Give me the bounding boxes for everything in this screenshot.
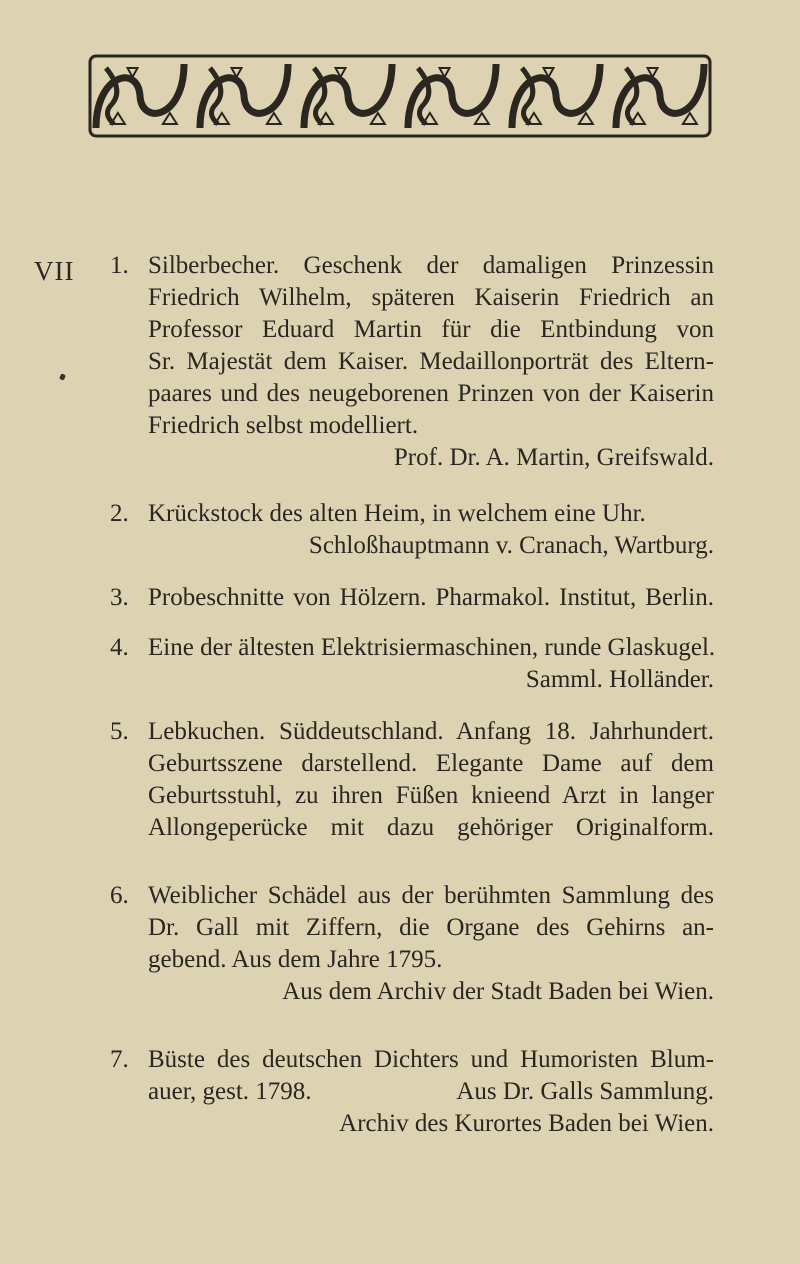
ornament-scroll [512, 64, 600, 128]
margin-dot [59, 373, 66, 381]
entry-text-line: Allongeperücke mit dazu gehöriger Originalform. [148, 814, 714, 841]
ornament-triangle [371, 113, 385, 124]
entry-text-line: Büste des deutschen Dichters und Humoristen Blum- [148, 1046, 714, 1073]
ornament-triangle [423, 113, 437, 124]
entry-source: Aus Dr. Galls Sammlung. [456, 1078, 714, 1105]
entry-text-line: Professor Eduard Martin für die Entbindung von [148, 316, 714, 343]
entry-text-line: gebend. Aus dem Jahre 1795. [148, 946, 443, 973]
entry-text-line: Geburtsszene darstellend. Elegante Dame auf dem [148, 750, 714, 777]
ornament-triangle [631, 113, 645, 124]
entry-text-line: paares und des neugeborenen Prinzen von der Kaiserin [148, 380, 714, 407]
entry-text-line: Eine der ältesten Elektrisiermaschinen, runde Glaskugel. [148, 634, 716, 661]
entry-number: 7. [110, 1046, 129, 1073]
entry-source: Samml. Holländer. [525, 666, 714, 693]
entry-number: 5. [110, 718, 129, 745]
ornament-scroll [616, 64, 704, 128]
ornament-scroll [304, 64, 392, 128]
entry-source: Archiv des Kurortes Baden bei Wien. [339, 1110, 714, 1137]
entry-text-line: Lebkuchen. Süddeutschland. Anfang 18. Jahrhundert. [148, 718, 714, 745]
entry-source: Prof. Dr. A. Martin, Greifswald. [393, 444, 714, 471]
entry-number: 2. [110, 500, 129, 527]
entry-text-line: Krückstock des alten Heim, in welchem eine Uhr. [148, 500, 646, 527]
ornament-scroll [96, 64, 184, 128]
entry-text-line: Probeschnitte von Hölzern. Pharmakol. Institut, Berlin. [148, 584, 714, 611]
entry-source: Aus dem Archiv der Stadt Baden bei Wien. [282, 978, 714, 1005]
ornament-triangle [111, 113, 125, 124]
entry-text-line: Sr. Majestät dem Kaiser. Medaillonporträt des Eltern- [148, 348, 714, 375]
entry-text-line: auer, gest. 1798. [148, 1078, 312, 1105]
ornament-triangle [579, 113, 593, 124]
entry-text-line: Silberbecher. Geschenk der damaligen Prinzessin [148, 252, 714, 279]
entry-text-line: Friedrich Wilhelm, späteren Kaiserin Friedrich an [148, 284, 714, 311]
decorative-border-ornament [88, 54, 712, 138]
entry-text-line: Geburtsstuhl, zu ihren Füßen knieend Arzt in langer [148, 782, 714, 809]
entry-number: 4. [110, 634, 129, 661]
ornament-triangle [319, 113, 333, 124]
entry-number: 3. [110, 584, 129, 611]
ornament-triangle [267, 113, 281, 124]
entry-text-line: Friedrich selbst modelliert. [148, 412, 419, 439]
entry-text-line: Dr. Gall mit Ziffern, die Organe des Gehirns an- [148, 914, 714, 941]
entry-number: 6. [110, 882, 129, 909]
ornament-triangle [163, 113, 177, 124]
ornament-triangle [475, 113, 489, 124]
ornament-triangle [215, 113, 229, 124]
ornament-triangle [527, 113, 541, 124]
entry-number: 1. [110, 252, 129, 279]
entry-text-line: Weiblicher Schädel aus der berühmten Sammlung des [148, 882, 714, 909]
section-marker: VII [34, 256, 75, 286]
ornament-triangle [683, 113, 697, 124]
ornament-scroll [200, 64, 288, 128]
ornament-scroll [408, 64, 496, 128]
entry-source: Schloßhauptmann v. Cranach, Wartburg. [308, 532, 714, 559]
